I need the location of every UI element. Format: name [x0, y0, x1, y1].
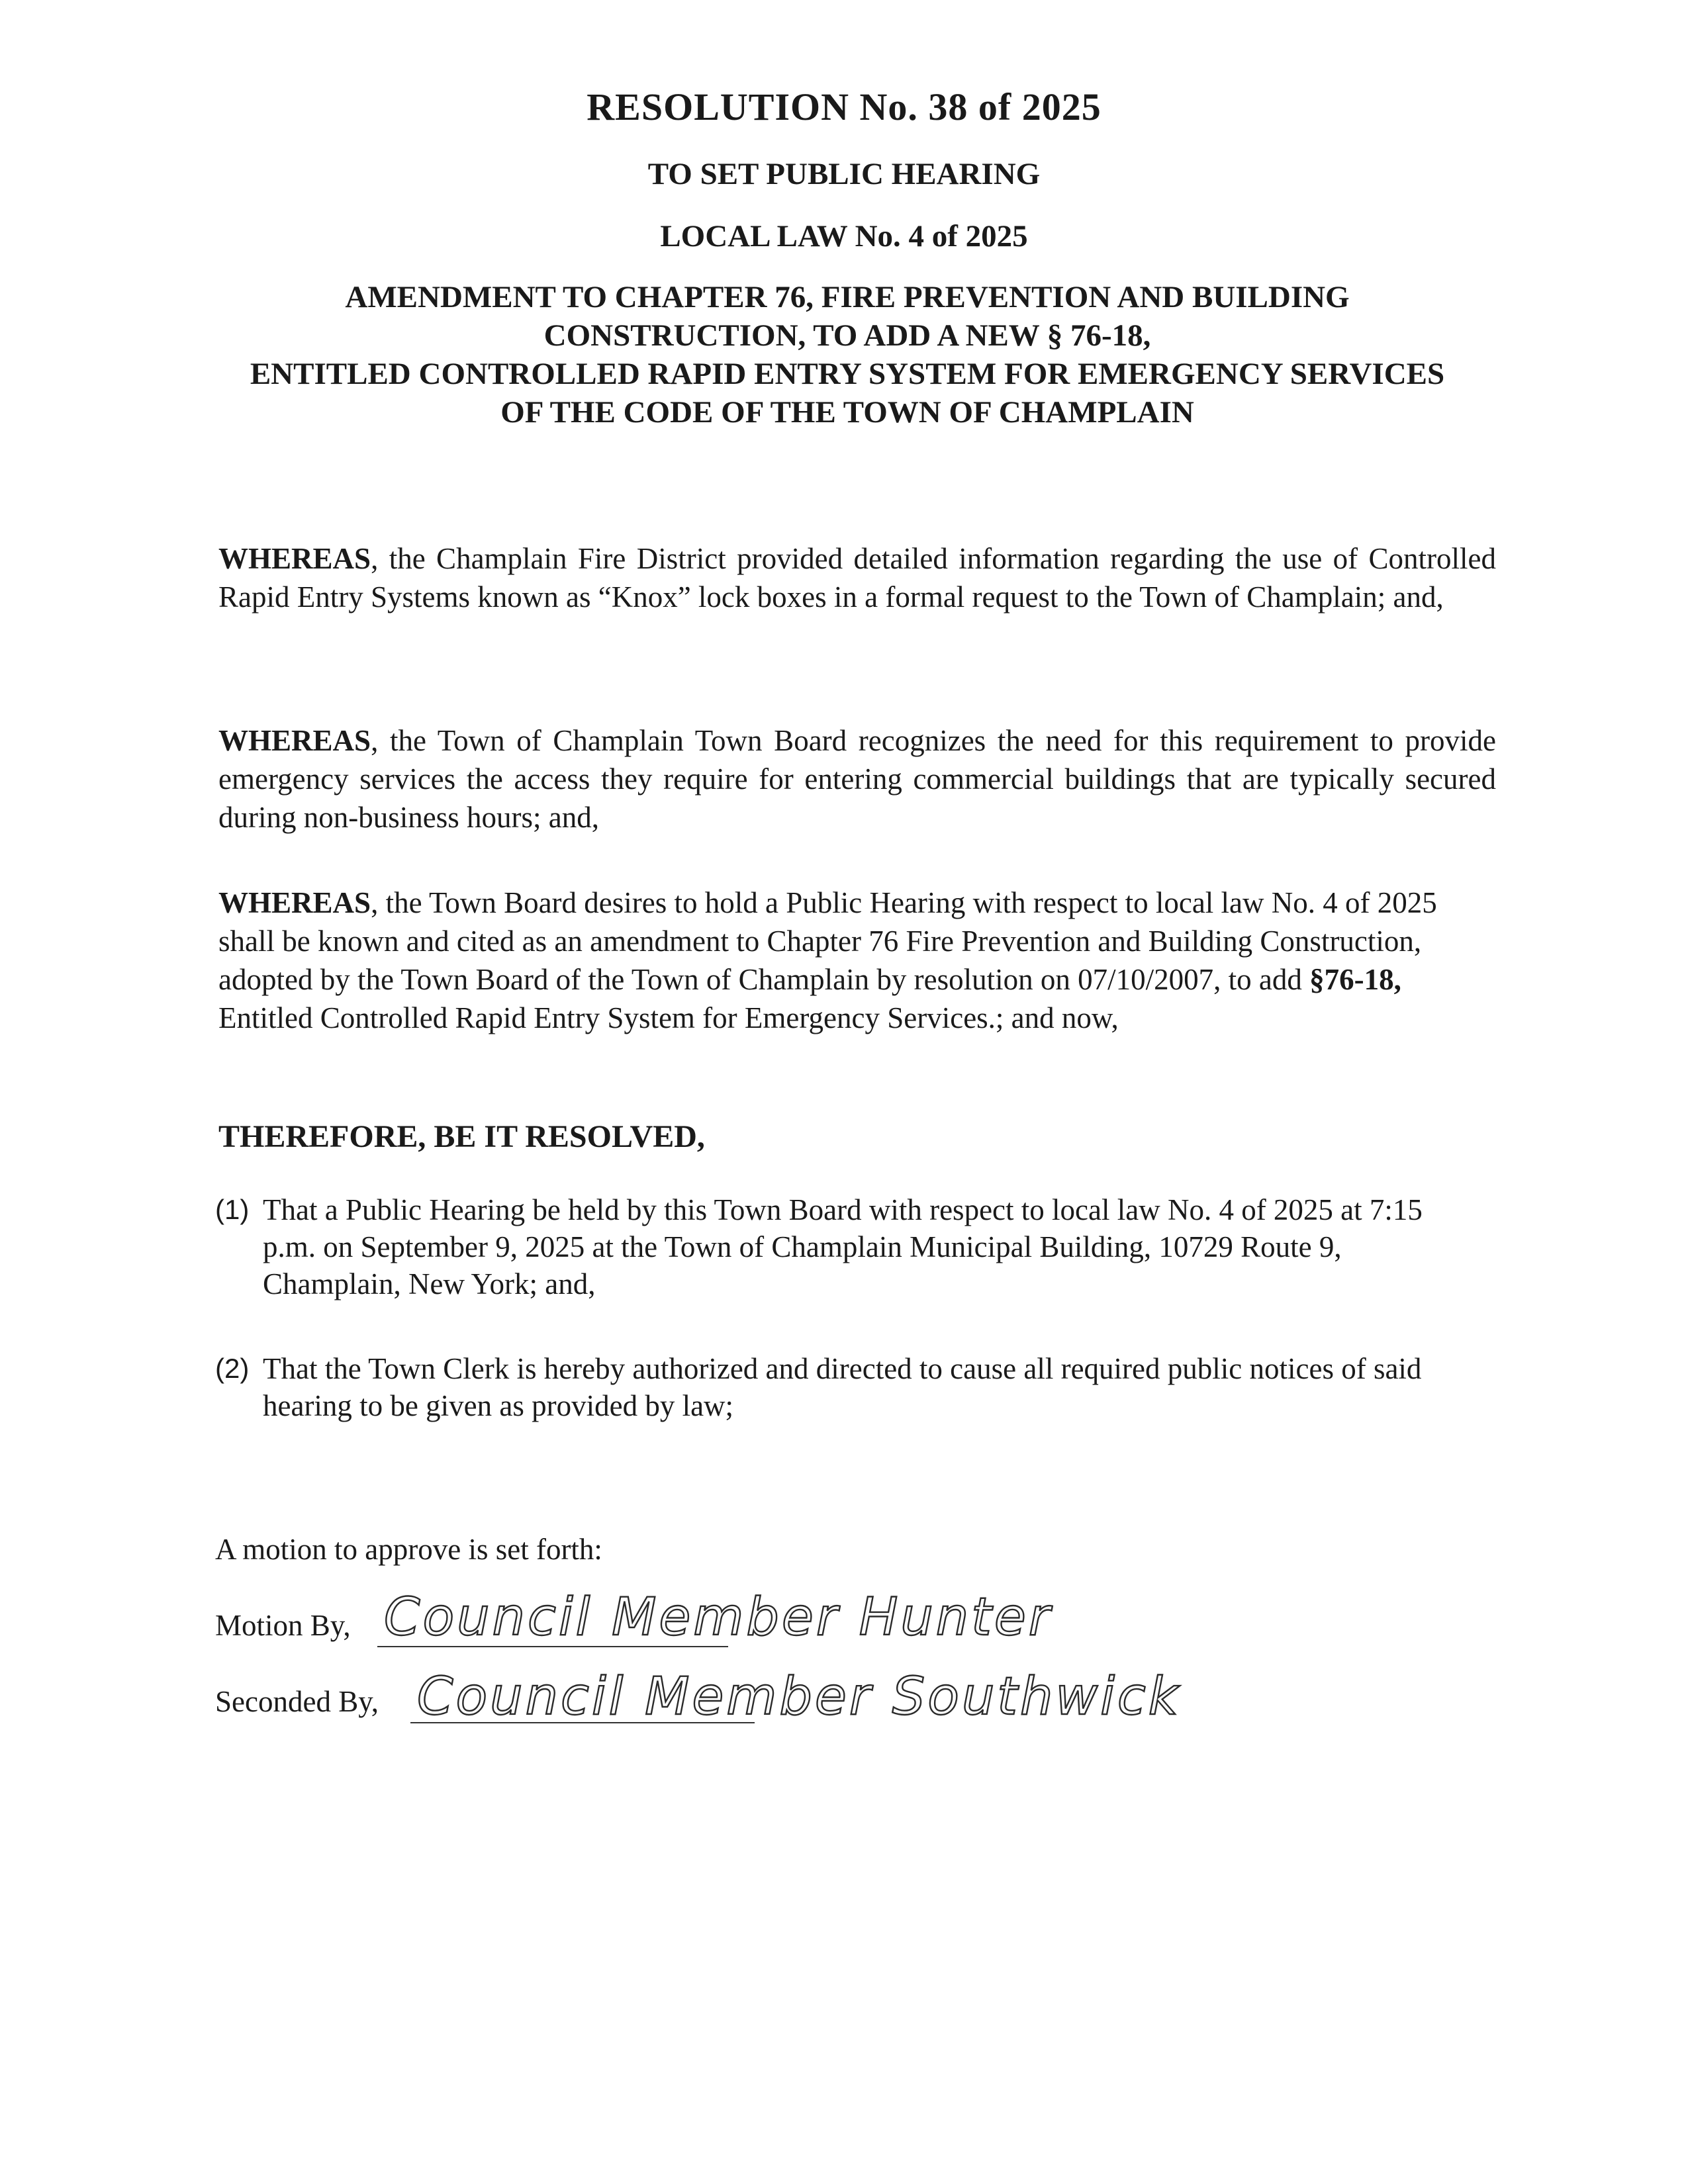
whereas-paragraph-2: [218, 721, 1496, 837]
whereas-text: , the Town Board desires to hold a Public Hearing with respect to local law No. 4 of 2025 shall be known and cited as an amendment to Chapter 76 Fire Prevention and Building Construction, adopted by the Town Board of the Town of Champlain by resolution on 07/10/2007, to add: [218, 886, 1437, 996]
item-number: (1): [215, 1194, 250, 1225]
seconded-by-label: Seconded By,: [215, 1685, 379, 1718]
signature-text: Council Member Southwick: [417, 1667, 1181, 1727]
section-reference: §76-18,: [1309, 963, 1401, 996]
signature-text: Council Member Hunter: [384, 1588, 1053, 1647]
local-law-number: LOCAL LAW No. 4 of 2025: [660, 219, 1028, 253]
whereas-paragraph-1: [218, 539, 1496, 616]
whereas-text: Entitled Controlled Rapid Entry System for Emergency Services.; and now,: [218, 1001, 1119, 1034]
whereas-keyword: WHEREAS: [218, 542, 371, 575]
resolved-item: [215, 1350, 1460, 1424]
resolution-subtitle: TO SET PUBLIC HEARING: [647, 157, 1041, 191]
motion-by-signature: [384, 1572, 1053, 1651]
whereas-keyword: WHEREAS: [218, 724, 371, 757]
whereas-text: , the Town of Champlain Town Board recognizes the need for this requirement to provide emergency services the access they require for entering commercial buildings that are typically secured during non-business hours; and,: [218, 724, 1496, 834]
seconded-by-signature: [417, 1648, 1181, 1734]
item-number: (2): [215, 1353, 250, 1384]
amendment-line: OF THE CODE OF THE TOWN OF CHAMPLAIN: [500, 395, 1194, 430]
whereas-keyword: WHEREAS: [218, 886, 371, 919]
item-text: That the Town Clerk is hereby authorized and directed to cause all required public notices of said hearing to be given as provided by law;: [263, 1352, 1422, 1422]
whereas-text: , the Champlain Fire District provided detailed information regarding the use of Controlled Rapid Entry Systems known as “Knox” lock boxes in a formal request to the Town of Champlain; and,: [218, 542, 1496, 614]
handwritten-signature: [384, 1572, 1053, 1651]
therefore-heading: THEREFORE, BE IT RESOLVED,: [218, 1119, 705, 1154]
item-text: That a Public Hearing be held by this Town Board with respect to local law No. 4 of 2025 at 7:15 p.m. on September 9, 2025 at the Town of Champlain Municipal Building, 10729 Route 9, Champlain, New York; and,: [263, 1193, 1423, 1300]
resolution-title: RESOLUTION No. 38 of 2025: [586, 85, 1102, 128]
seconded-by-line: [215, 1684, 379, 1719]
handwritten-signature: [417, 1648, 1181, 1734]
motion-intro: A motion to approve is set forth:: [215, 1533, 602, 1566]
amendment-line: ENTITLED CONTROLLED RAPID ENTRY SYSTEM FOR EMERGENCY SERVICES: [250, 357, 1445, 391]
amendment-line: AMENDMENT TO CHAPTER 76, FIRE PREVENTION AND BUILDING: [345, 280, 1350, 314]
amendment-line: CONSTRUCTION, TO ADD A NEW § 76-18,: [543, 318, 1151, 353]
motion-by-label: Motion By,: [215, 1609, 351, 1642]
amendment-heading: [199, 278, 1496, 432]
resolved-item: [215, 1191, 1460, 1302]
motion-by-line: [215, 1608, 351, 1643]
whereas-paragraph-3: [218, 884, 1496, 1037]
